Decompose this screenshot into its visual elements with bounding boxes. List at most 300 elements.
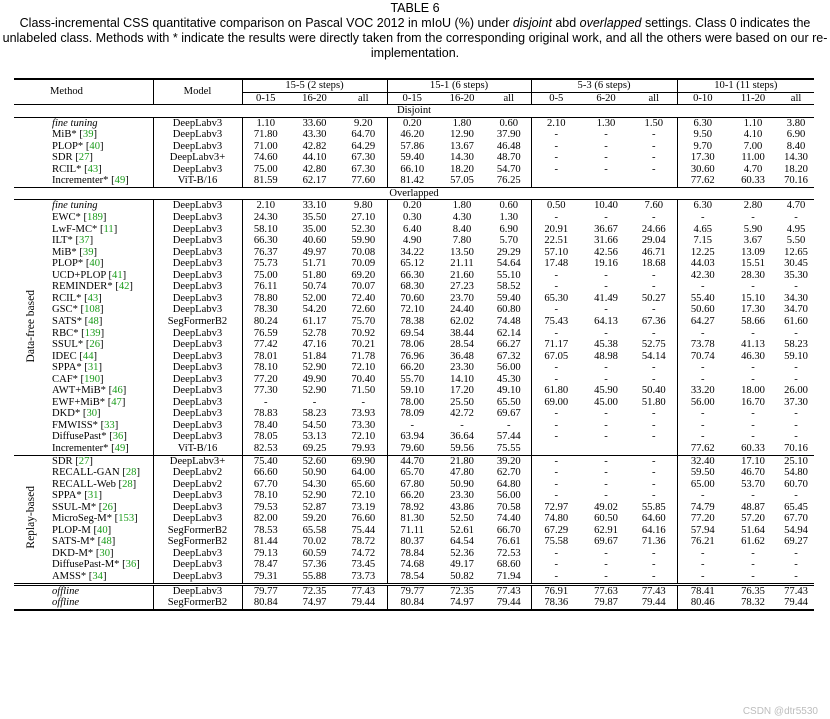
value-cell: 60.70	[784, 478, 808, 490]
table-row	[14, 397, 814, 409]
citation-ref: 40	[89, 140, 100, 152]
value-cell: 52.30	[340, 224, 387, 236]
value-cell: 54.14	[631, 351, 677, 363]
row-group-label	[14, 117, 50, 187]
method-name: EWC*	[52, 212, 81, 224]
value-cell: 7.00	[743, 140, 763, 152]
value-cell: -	[604, 419, 608, 431]
value-cell: -	[340, 397, 387, 409]
table-row	[14, 175, 814, 187]
value-cell: 71.50	[340, 385, 387, 397]
model-cell: DeepLabv3	[153, 559, 242, 571]
value-cell: 1.80	[437, 200, 487, 212]
value-cell: -	[701, 212, 705, 224]
value-cell: 76.25	[487, 175, 531, 187]
value-cell: 6.30	[677, 117, 728, 129]
value-cell: -	[531, 455, 581, 467]
method-cell: LwF-MC* [11]	[50, 224, 153, 236]
method-name: MiB*	[52, 129, 77, 141]
value-cell: 54.50	[302, 419, 327, 431]
header-setting-group: 10-1 (11 steps)	[677, 79, 814, 92]
value-cell: 66.30	[400, 269, 425, 281]
value-cell: 18.20	[450, 163, 474, 175]
value-cell: 65.00	[690, 478, 715, 490]
model-cell: ViT-B/16	[153, 443, 242, 455]
value-cell: 33.10	[289, 200, 340, 212]
value-cell: 72.53	[487, 548, 531, 560]
value-cell: -	[604, 212, 608, 224]
model-cell: DeepLabv3+	[153, 152, 242, 164]
value-cell: 0.20	[387, 200, 437, 212]
method-cell: ILT* [37]	[50, 235, 153, 247]
model-cell: DeepLabv3	[153, 571, 242, 584]
table-row	[14, 152, 814, 164]
value-cell: 70.08	[340, 247, 387, 259]
method-cell: Incrementer* [49]	[50, 443, 153, 455]
value-cell: 61.60	[784, 315, 808, 327]
value-cell: -	[487, 420, 531, 432]
citation-ref: 27	[78, 152, 90, 164]
value-cell: 70.09	[340, 258, 387, 270]
value-cell: 50.74	[302, 281, 327, 293]
method-cell: DKD* [30]	[50, 408, 153, 420]
value-cell: 76.21	[690, 536, 715, 548]
value-cell: 74.97	[437, 597, 487, 610]
value-cell: -	[751, 212, 755, 224]
value-cell: -	[701, 570, 705, 582]
value-cell: 44.10	[302, 152, 327, 164]
value-cell: 58.10	[253, 223, 278, 235]
citation-ref: 31	[87, 362, 99, 374]
value-cell: 58.23	[302, 408, 327, 420]
method-name: SPPA*	[52, 362, 82, 374]
method-cell: FMWISS* [33]	[50, 420, 153, 432]
table-row	[14, 362, 814, 374]
value-cell: 79.60	[400, 442, 425, 454]
value-cell: -	[751, 431, 755, 443]
method-cell: EWF+MiB* [47]	[50, 397, 153, 409]
method-cell: SATS-M* [48]	[50, 536, 153, 548]
value-cell: -	[554, 419, 559, 431]
value-cell: 9.20	[340, 117, 387, 129]
value-cell: -	[554, 140, 559, 152]
value-cell: 78.38	[400, 315, 425, 327]
value-cell: -	[631, 212, 677, 224]
method-cell: RCIL* [43]	[50, 164, 153, 176]
value-cell: 78.36	[531, 597, 581, 610]
model-cell: DeepLabv3	[153, 513, 242, 525]
value-cell: 23.70	[450, 292, 474, 304]
value-cell: 50.60	[690, 304, 715, 316]
table-caption	[0, 1, 830, 61]
method-cell: Incrementer* [49]	[50, 175, 153, 187]
value-cell: -	[701, 362, 705, 374]
value-cell: 24.30	[253, 212, 278, 224]
method-name: DKD*	[52, 408, 81, 420]
value-cell: 72.10	[400, 304, 425, 316]
citation-ref: 189	[87, 212, 103, 224]
value-cell: 51.80	[631, 397, 677, 409]
value-cell: 9.70	[693, 140, 713, 152]
value-cell: 71.36	[631, 536, 677, 548]
value-cell: 44.70	[387, 455, 437, 467]
section-row	[14, 105, 814, 118]
value-cell: 64.80	[487, 479, 531, 491]
method-cell: SDR [27]	[50, 455, 153, 467]
value-cell: 7.60	[631, 200, 677, 212]
section-row	[14, 187, 814, 200]
method-cell: AWT+MiB* [46]	[50, 385, 153, 397]
value-cell: 65.70	[400, 467, 425, 479]
header-setting-group: 15-5 (2 steps)	[242, 79, 387, 92]
value-cell: 9.50	[693, 129, 713, 141]
model-cell: DeepLabv3	[153, 212, 242, 224]
method-name: IDEC	[52, 350, 77, 362]
value-cell: 0.60	[487, 117, 531, 129]
value-cell: 77.60	[340, 175, 387, 187]
value-cell: 45.00	[594, 396, 618, 408]
value-cell: 77.62	[690, 175, 715, 187]
value-cell: 49.17	[450, 559, 474, 571]
value-cell: 79.44	[778, 597, 814, 610]
value-cell: 73.73	[340, 571, 387, 584]
model-cell: DeepLabv3	[153, 293, 242, 305]
section-title: Overlapped	[14, 187, 814, 200]
value-cell: 1.30	[581, 117, 631, 129]
model-cell: DeepLabv3	[153, 200, 242, 212]
value-cell: -	[751, 570, 755, 582]
value-cell: 56.00	[487, 362, 531, 374]
table-row	[14, 513, 814, 525]
caption-segment: Class-incremental CSS quantitative comparison on Pascal VOC 2012 in mIoU (%) under	[19, 16, 513, 30]
method-name: SATS*	[52, 315, 83, 327]
value-cell: 29.04	[631, 235, 677, 247]
value-cell: 21.60	[450, 269, 474, 281]
value-cell: 76.37	[253, 246, 278, 258]
citation-ref: 28	[122, 478, 133, 490]
value-cell: 52.90	[302, 385, 327, 397]
value-cell: 15.51	[741, 258, 765, 270]
value-cell: -	[604, 140, 608, 152]
method-cell	[50, 117, 153, 129]
citation-ref: 37	[78, 235, 90, 247]
value-cell: 57.94	[690, 524, 715, 536]
value-cell: 51.84	[302, 350, 327, 362]
value-cell: 16.70	[741, 396, 765, 408]
value-cell: 50.27	[631, 293, 677, 305]
value-cell: 78.00	[400, 396, 425, 408]
value-cell: 52.61	[450, 524, 474, 536]
value-cell: 55.70	[400, 373, 425, 385]
value-cell: 57.05	[450, 175, 474, 187]
table-row	[14, 467, 814, 479]
value-cell: -	[631, 408, 677, 420]
value-cell: -	[604, 408, 608, 420]
value-cell: 72.60	[340, 304, 387, 316]
value-cell: 36.64	[450, 431, 474, 443]
value-cell: 79.31	[253, 570, 278, 582]
value-cell: 70.07	[340, 281, 387, 293]
value-cell: 61.80	[544, 385, 569, 397]
method-name: PLOP*	[52, 258, 84, 270]
value-cell: -	[631, 129, 677, 141]
header-subcolumn: all	[778, 92, 814, 105]
table-row	[14, 374, 814, 386]
table-row	[14, 525, 814, 537]
value-cell: 79.87	[581, 597, 631, 610]
method-cell: SPPA* [31]	[50, 490, 153, 502]
value-cell: 3.80	[778, 117, 814, 129]
value-cell: -	[631, 490, 677, 502]
value-cell: 51.71	[302, 258, 327, 270]
value-cell: 66.27	[487, 339, 531, 351]
value-cell: 78.72	[340, 536, 387, 548]
method-cell: REMINDER* [42]	[50, 281, 153, 293]
value-cell: 78.10	[253, 362, 278, 374]
value-cell: -	[794, 490, 798, 502]
value-cell: 74.97	[289, 597, 340, 610]
value-cell: 12.65	[784, 246, 808, 258]
value-cell: 81.44	[253, 536, 278, 548]
table-row	[14, 281, 814, 293]
value-cell: 74.68	[400, 559, 425, 571]
header-setting-group: 5-3 (6 steps)	[531, 79, 677, 92]
value-cell: -	[794, 373, 798, 385]
value-cell: 78.92	[400, 501, 425, 513]
method-cell: SATS* [48]	[50, 316, 153, 328]
method-cell: PLOP* [40]	[50, 258, 153, 270]
citation-ref: 26	[89, 339, 100, 351]
model-cell: DeepLabv3	[153, 327, 242, 339]
value-cell: 23.30	[450, 362, 474, 374]
method-cell: GSC* [108]	[50, 304, 153, 316]
method-name: LwF-MC*	[52, 223, 98, 235]
value-cell: -	[794, 327, 798, 339]
value-cell: 50.90	[450, 478, 474, 490]
value-cell: 61.62	[741, 536, 765, 548]
model-cell: DeepLabv2	[153, 467, 242, 479]
value-cell: -	[631, 571, 677, 584]
value-cell: 65.12	[400, 258, 425, 270]
table-row	[14, 200, 814, 212]
value-cell: 77.20	[253, 373, 278, 385]
value-cell: 70.60	[400, 292, 425, 304]
value-cell: 64.29	[340, 141, 387, 153]
table-row	[14, 559, 814, 571]
model-cell: DeepLabv2	[153, 479, 242, 491]
value-cell: 18.20	[784, 163, 808, 175]
table-label: TABLE 6	[390, 1, 440, 15]
value-cell: -	[604, 570, 608, 582]
value-cell: 79.53	[253, 501, 278, 513]
method-name: Incrementer*	[52, 175, 109, 187]
model-cell: DeepLabv3	[153, 490, 242, 502]
value-cell: 57.20	[741, 513, 765, 525]
method-cell: MiB* [39]	[50, 129, 153, 141]
value-cell: -	[604, 373, 608, 385]
citation-ref: 47	[111, 396, 122, 408]
value-cell: 4.10	[743, 129, 763, 141]
value-cell: 59.90	[340, 235, 387, 247]
method-cell: SPPA* [31]	[50, 362, 153, 374]
value-cell: 5.90	[743, 223, 763, 235]
value-cell: -	[794, 281, 798, 293]
value-cell: 4.65	[693, 223, 713, 235]
model-cell: DeepLabv3	[153, 362, 242, 374]
value-cell: 46.30	[741, 350, 765, 362]
table-row	[14, 164, 814, 176]
value-cell: 61.17	[302, 315, 327, 327]
value-cell: 36.67	[594, 223, 618, 235]
row-group-label	[14, 455, 50, 584]
value-cell: 74.72	[340, 548, 387, 560]
model-cell: SegFormerB2	[153, 536, 242, 548]
value-cell: -	[751, 362, 755, 374]
value-cell: 59.50	[690, 467, 715, 479]
value-cell: 56.00	[690, 396, 715, 408]
value-cell: 64.16	[631, 525, 677, 537]
value-cell: 57.10	[544, 246, 569, 258]
value-cell: 2.10	[242, 200, 289, 212]
value-cell: -	[701, 490, 705, 502]
value-cell: -	[604, 478, 608, 490]
value-cell: -	[751, 559, 755, 571]
value-cell: -	[701, 408, 705, 420]
value-cell: 8.40	[452, 223, 472, 235]
value-cell: 38.44	[450, 327, 474, 339]
value-cell: 14.30	[450, 152, 474, 164]
value-cell: 71.17	[544, 339, 569, 351]
model-cell: SegFormerB2	[153, 597, 242, 610]
value-cell: 79.13	[253, 547, 278, 559]
value-cell: 41.13	[741, 339, 765, 351]
value-cell: 77.30	[253, 385, 278, 397]
value-cell: 65.60	[340, 479, 387, 491]
value-cell: 68.60	[487, 559, 531, 571]
method-name: PLOP-M	[52, 524, 91, 536]
value-cell: -	[554, 408, 559, 420]
value-cell: 62.17	[302, 175, 327, 187]
value-cell: 34.30	[784, 292, 808, 304]
value-cell: 65.45	[784, 501, 808, 513]
value-cell: -	[554, 431, 559, 443]
value-cell: 78.32	[728, 597, 778, 610]
value-cell: 46.48	[487, 141, 531, 153]
value-cell: 69.67	[594, 536, 618, 548]
value-cell: 76.91	[531, 584, 581, 597]
value-cell: 78.47	[253, 559, 278, 571]
method-name: UCD+PLOP	[52, 269, 106, 281]
value-cell: 54.20	[302, 304, 327, 316]
value-cell: 76.96	[400, 350, 425, 362]
value-cell: 75.58	[544, 536, 569, 548]
method-name: EWF+MiB*	[52, 396, 106, 408]
citation-ref: 108	[84, 304, 100, 316]
value-cell: 11.00	[741, 152, 765, 164]
value-cell: -	[604, 281, 608, 293]
table-row	[14, 597, 814, 610]
citation-ref: 49	[114, 175, 126, 187]
value-cell: 3.67	[743, 235, 763, 247]
value-cell: 50.40	[631, 385, 677, 397]
value-cell: 72.10	[340, 362, 387, 374]
value-cell: 53.13	[302, 431, 327, 443]
value-cell: 77.43	[340, 584, 387, 597]
value-cell: -	[751, 327, 755, 339]
citation-ref: 30	[99, 547, 110, 559]
model-cell: SegFormerB2	[153, 525, 242, 537]
value-cell: -	[631, 559, 677, 571]
value-cell: 59.10	[784, 350, 808, 362]
value-cell: 21.11	[450, 258, 474, 270]
value-cell: -	[794, 570, 798, 582]
value-cell: 79.44	[340, 597, 387, 610]
value-cell: 55.85	[631, 502, 677, 514]
citation-ref: 40	[97, 524, 108, 536]
method-name: REMINDER*	[52, 281, 113, 293]
value-cell: 46.20	[400, 129, 425, 141]
table-row	[14, 443, 814, 455]
value-cell: 35.30	[784, 269, 808, 281]
method-cell: PLOP* [40]	[50, 141, 153, 153]
value-cell: 2.80	[728, 200, 778, 212]
method-name: SSUL*	[52, 339, 84, 351]
method-name: SSUL-M*	[52, 501, 97, 513]
header-subcolumn: 0-5	[531, 92, 581, 105]
method-cell: RCIL* [43]	[50, 293, 153, 305]
value-cell: 4.95	[786, 223, 806, 235]
value-cell: -	[604, 163, 608, 175]
value-cell: 67.30	[340, 152, 387, 164]
value-cell: 66.10	[400, 163, 425, 175]
value-cell: -	[631, 281, 677, 293]
caption-text	[0, 16, 830, 61]
value-cell: 49.10	[487, 385, 531, 397]
model-cell: DeepLabv3	[153, 397, 242, 409]
model-cell: DeepLabv3	[153, 385, 242, 397]
value-cell: 82.53	[253, 442, 278, 454]
value-cell: 70.58	[487, 502, 531, 514]
table-row	[14, 571, 814, 584]
model-cell: DeepLabv3	[153, 258, 242, 270]
value-cell: -	[631, 548, 677, 560]
value-cell: -	[701, 547, 705, 559]
value-cell: 70.21	[340, 339, 387, 351]
table-row	[14, 548, 814, 560]
method-cell: CAF* [190]	[50, 374, 153, 386]
citation-ref: 36	[112, 431, 124, 443]
value-cell: 64.00	[340, 467, 387, 479]
value-cell: 79.44	[487, 597, 531, 610]
value-cell: 76.60	[340, 513, 387, 525]
value-cell: -	[701, 327, 705, 339]
value-cell: 75.70	[340, 316, 387, 328]
value-cell: 70.92	[340, 327, 387, 339]
value-cell: 80.84	[242, 597, 289, 610]
table-row	[14, 431, 814, 443]
value-cell: 5.50	[786, 235, 806, 247]
value-cell: 5.70	[487, 235, 531, 247]
value-cell: 12.25	[690, 246, 715, 258]
model-cell: DeepLabv3	[153, 224, 242, 236]
value-cell: 52.36	[450, 547, 474, 559]
value-cell: -	[460, 419, 464, 431]
table-row	[14, 327, 814, 339]
value-cell: 6.90	[487, 224, 531, 236]
value-cell: 66.30	[253, 235, 278, 247]
value-cell: -	[604, 152, 608, 164]
citation-ref: 48	[101, 536, 112, 548]
